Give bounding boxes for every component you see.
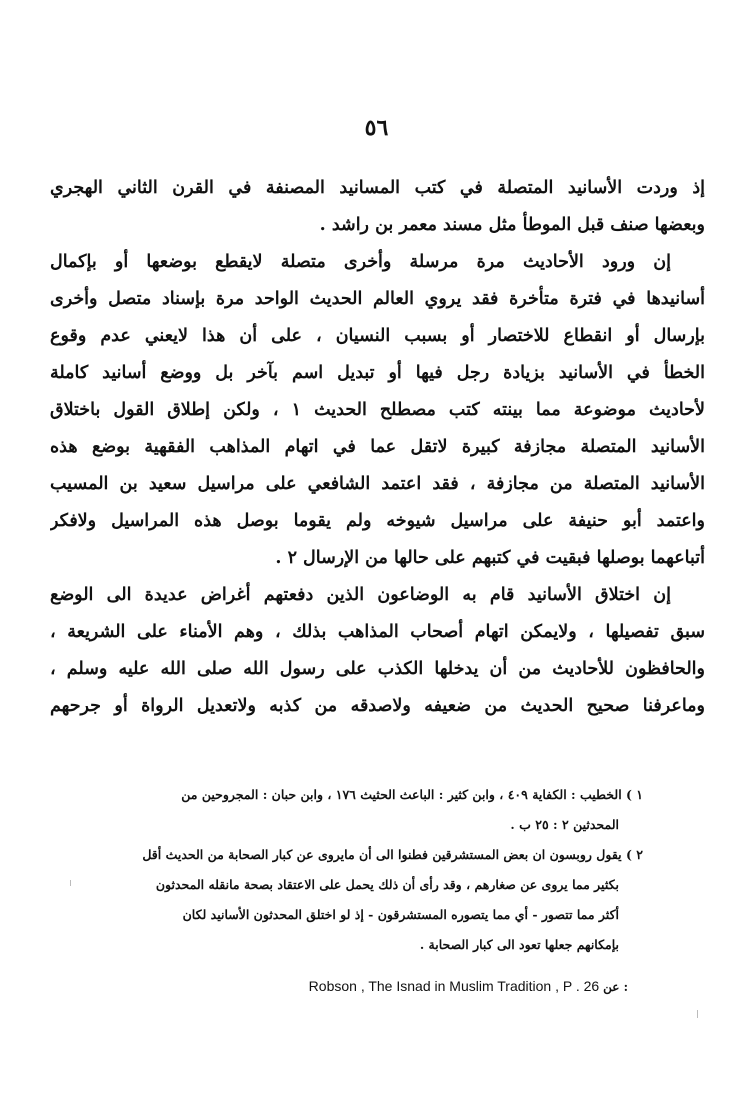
footnotes — [83, 780, 643, 960]
text-line: الخطأ في الأسانيد بزيادة رجل فيها أو تبديل اسم بآخر بل ووضع أسانيد كاملة — [50, 363, 705, 383]
text-line: إن اختلاق الأسانيد قام به الوضاعون الذين دفعتهم أغراض عديدة الى الوضع — [50, 585, 671, 605]
text-line: أتباعهما بوصلها فبقيت في كتبهم على حالها من الإرسال ٢ . — [275, 548, 705, 568]
text-line: الأسانيد المتصلة مجازفة كبيرة لاتقل عما في اتهام المذاهب الفقهية بوضع هذه — [50, 437, 705, 457]
text-line: لأحاديث موضوعة مما بينته كتب مصطلح الحديث ١ ، ولكن إطلاق القول باختلاق — [50, 400, 705, 420]
scan-mark — [70, 880, 71, 886]
text-line: وماعرفنا صحيح الحديث من ضعيفه ولاصدقه من كذبه ولاتعديل الرواة أو جرحهم — [50, 696, 705, 716]
text-line: سبق تفصيلها ، ولايمكن اتهام أصحاب المذاهب بذلك ، وهم الأمناء على الشريعة ، — [50, 622, 705, 642]
footnote-line: أكثر مما تتصور - أي مما يتصوره المستشرقون - إذ لو اختلق المحدثون الأسانيد لكان — [182, 907, 619, 922]
text-line: إن ورود الأحاديث مرة مرسلة وأخرى متصلة لايقطع بوضعها أو بإكمال — [50, 252, 671, 272]
footnote-line: المحدثين ٢ : ٢٥ ب . — [510, 817, 619, 832]
footnote-line: بكثير مما يروى عن صغارهم ، وقد رأى أن ذلك يحمل على الاعتقاد بصحة مانقله المحدثون — [155, 877, 619, 892]
footnote-line: بإمكانهم جعلها تعود الى كبار الصحابة . — [419, 937, 619, 952]
reference-citation: Robson , The Isnad in Muslim Tradition , P . 26 — [308, 978, 600, 994]
text-line: أسانيدها في فترة متأخرة فقد يروي العالم الحديث الواحد مرة بإسناد متصل وأخرى — [50, 289, 705, 309]
text-line: إذ وردت الأسانيد المتصلة في كتب المسانيد المصنفة في القرن الثاني الهجري — [50, 178, 705, 198]
page-number: ٥٦ — [364, 115, 389, 141]
footnote-reference — [309, 978, 628, 994]
text-line: والحافظون للأحاديث من أن يدخلها الكذب على رسول الله صلى الله عليه وسلم ، — [50, 659, 705, 679]
scan-mark — [697, 1010, 698, 1018]
text-line: وبعضها صنف قبل الموطأ مثل مسند معمر بن راشد . — [319, 215, 705, 235]
footnote-line: ١ ) الخطيب : الكفاية ٤٠٩ ، وابن كثير : الباعث الحثيث ١٧٦ ، وابن حبان : المجروحين من — [181, 787, 643, 802]
reference-prefix: عن : — [603, 980, 628, 994]
text-line: واعتمد أبو حنيفة على مراسيل شيوخه ولم يقوما بوصل هذه المراسيل ولافكر — [50, 511, 705, 531]
text-line: الأسانيد المتصلة من مجازفة ، فقد اعتمد الشافعي على مراسيل سعيد بن المسيب — [50, 474, 705, 494]
main-text — [50, 170, 705, 725]
footnote-line: ٢ ) يقول روبسون ان بعض المستشرقين فطنوا الى أن مايروى عن كبار الصحابة من الحديث أقل — [142, 847, 643, 862]
text-line: بإرسال أو انقطاع للاختصار أو بسبب النسيان ، على أن هذا لايعني عدم وقوع — [50, 326, 705, 346]
